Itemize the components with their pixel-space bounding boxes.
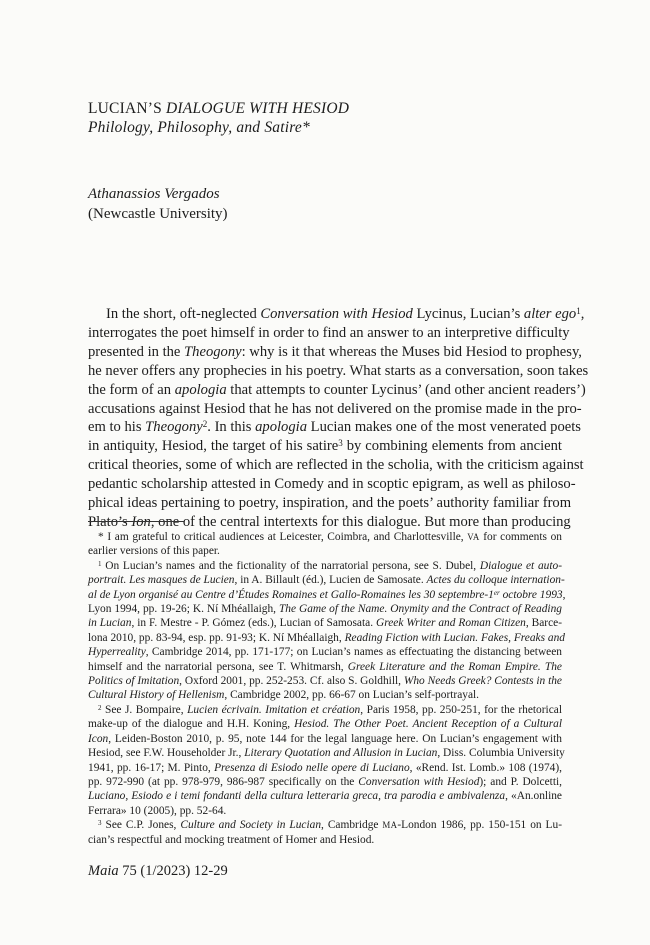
footnote-line: cian’s respectful and mocking treatment of Homer and Hesiod. (88, 833, 375, 846)
footnote-line: $^3$ See C.P. Jones, Culture and Society in Lucian, Cambridge MA-London 1986, pp. 150-151 on Lu- (98, 818, 562, 832)
body-line: presented in the Theogony: why is it that whereas the Muses bid Hesiod to prophesy, (88, 343, 582, 360)
footnote-line: Icon, Leiden-Boston 2010, p. 95, note 144 for the legal language here. On Lucian’s engagement with (88, 732, 562, 745)
footnotes (88, 530, 566, 847)
subtitle: Philology, Philosophy, and Satire* (88, 119, 310, 136)
author-affiliation: (Newcastle University) (88, 206, 228, 222)
page-footer (88, 863, 228, 880)
body-line: pedantic scholarship attested in Comedy and in scoptic epigram, as well as philoso- (88, 476, 576, 493)
footnote-line: * I am grateful to critical audiences at Leicester, Coimbra, and Charlottesville, VA for comments on (98, 531, 562, 543)
footnote-line: portrait. Les masques de Lucien, in A. Billault (éd.), Lucien de Samosate. Actes du colloque internation- (88, 574, 565, 587)
body-line: in antiquity, Hesiod, the target of his satire$^3$ by combining elements from ancient (88, 438, 562, 455)
footnote-line: al de Lyon organisé au Centre d’Études Romaines et Gallo-Romaines les 30 septembre-1er octobre 1993, (88, 588, 566, 601)
footnote-line: Ferrara» 10 (2005), pp. 52-64. (88, 804, 227, 817)
footnote-line: $^1$ On Lucian’s names and the fictionality of the narratorial persona, see S. Dubel, Dialogue et auto- (98, 559, 562, 572)
footnote-line: lona 2010, pp. 83-94, esp. pp. 91-93; K. Ní Mhéallaigh, Reading Fiction with Lucian. Fakes, Freaks and (88, 631, 565, 644)
footnote-line: 1941, pp. 16-17; M. Pinto, Presenza di Esiodo nelle opere di Luciano, «Rend. Ist. Lomb.» 108 (1974), (88, 761, 562, 774)
article-title (88, 99, 349, 137)
body-line: critical theories, some of which are reflected in the scholia, with the criticism against (88, 457, 584, 474)
footnote-line: in Lucian, in F. Mestre - P. Gómez (eds.), Lucian of Samosata. Greek Writer and Roman Citizen, Barce- (88, 617, 562, 630)
footnote-line: make-up of the dialogue and H.H. Koning, Hesiod. The Other Poet. Ancient Reception of a Cultural (88, 718, 562, 731)
footnote-line: Politics of Imitation, Oxford 2001, pp. 252-253. Cf. also S. Goldhill, Who Needs Greek? Contests in the (88, 675, 562, 688)
body-line: em to his Theogony$^2$. In this apologia Lucian makes one of the most venerated poets (88, 419, 581, 436)
footnote-line: Hyperreality, Cambridge 2014, pp. 171-177; on Lucian’s names as effectuating the distancing between (88, 646, 562, 659)
footnote-line: pp. 972-990 (at pp. 978-979, 986-987 specifically on the Conversation with Hesiod); and P. Dolcetti, (88, 775, 563, 788)
title-line-1: LUCIAN’S DIALOGUE WITH HESIOD (88, 100, 350, 117)
journal-name: Maia (88, 863, 119, 879)
footnote-line: Luciano, Esiodo e i temi fondanti della cultura letteraria greca, tra parodia e ambivalenza, «An.online (88, 790, 562, 803)
footnote-separator (88, 521, 184, 522)
author-name: Athanassios Vergados (88, 186, 220, 202)
body-line: In the short, oft-neglected Conversation with Hesiod Lycinus, Lucian’s alter ego$^1$, (106, 305, 585, 322)
body-line: Plato’s Ion, one of the central intertexts for this dialogue. But more than producing (88, 513, 571, 530)
body-text (88, 305, 589, 532)
journal-citation: 75 (1/2023) 12-29 (118, 863, 228, 879)
footnote-line: himself and the narratorial persona, see T. Whitmarsh, Greek Literature and the Roman Empire. The (88, 660, 562, 673)
footnote-line: Cultural History of Hellenism, Cambridge 2002, pp. 66-67 on Lucian’s self-portrayal. (88, 689, 480, 702)
footnote-line: Hesiod, see F.W. Householder Jr., Literary Quotation and Allusion in Lucian, Diss. Columbia University (88, 747, 565, 760)
body-line: phical ideas pertaining to poetry, inspiration, and the poets’ authority familiar from (88, 495, 572, 512)
body-line: interrogates the poet himself in order to find an answer to an interpretive difficulty (88, 324, 570, 341)
body-line: the form of an apologia that attempts to counter Lycinus’ (and other ancient readers’) (88, 381, 586, 398)
footnote-line: earlier versions of this paper. (88, 545, 220, 558)
author-block (88, 184, 228, 224)
footnote-line: $^2$ See J. Bompaire, Lucien écrivain. Imitation et création, Paris 1958, pp. 250-251, for the rhetorical (98, 703, 562, 716)
body-line: he never offers any prophecies in his poetry. What starts as a conversation, soon takes (88, 362, 589, 379)
footnote-line: Lyon 1994, pp. 19-26; K. Ní Mhéallaigh, The Game of the Name. Onymity and the Contract of Reading (88, 603, 562, 616)
body-line: accusations against Hesiod that he has not delivered on the promise made in the pro- (88, 400, 582, 417)
